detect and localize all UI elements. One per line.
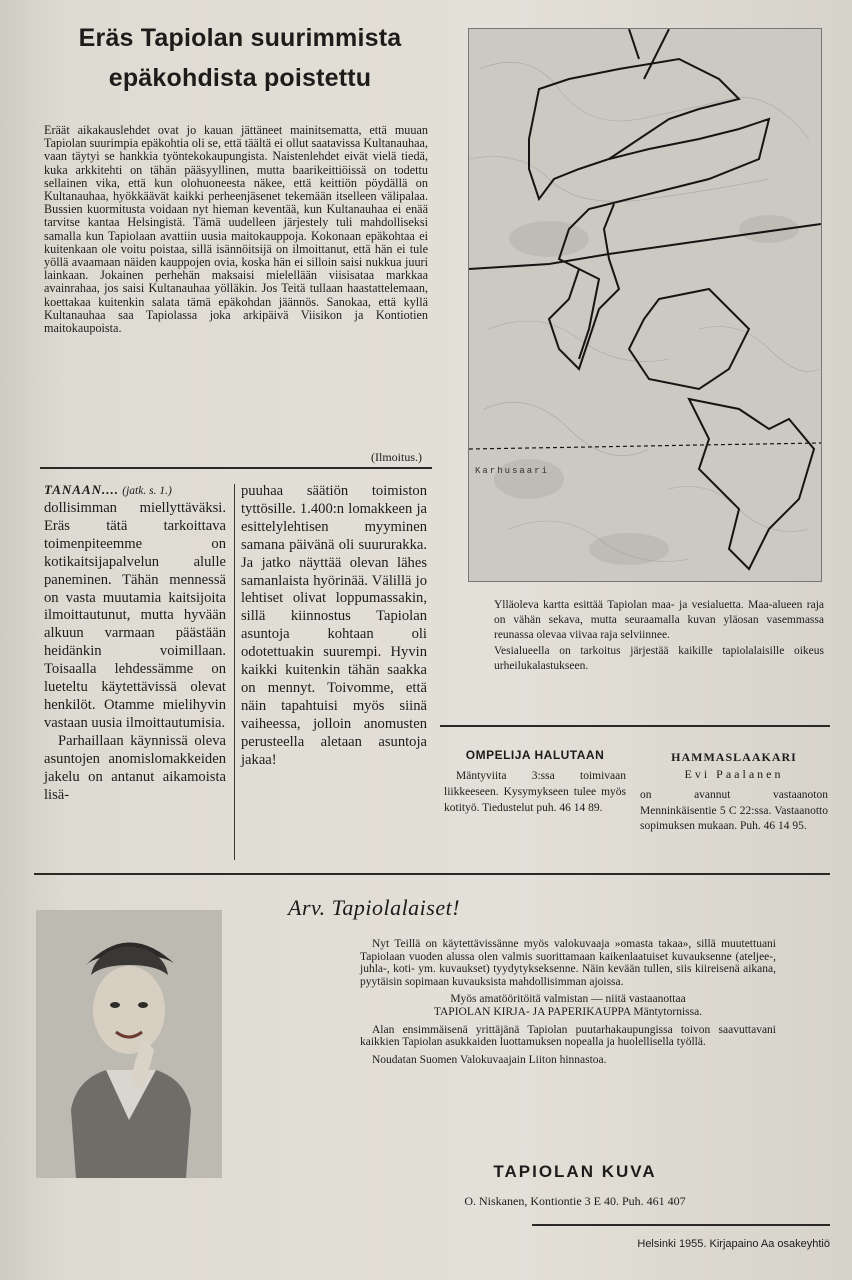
continued-lead — [44, 482, 234, 498]
photo-ad-p1: Nyt Teillä on käytettävissänne myös valokuvaaja »omasta takaa», sillä muutettuani Tapiolaan vuoden alussa olen valmis suorittamaan kaikenlaatuiset kuvauksenne (ateljee-, juhla-, koti- ym. kuvaukset) tyydytykseksenne. Näin kevään tullen, siis kiireisenä aikana, pyytäisin sopimaan kuvauksista mahdollisimman ajoissa. — [360, 938, 776, 988]
seamstress-title: OMPELIJA HALUTAAN — [465, 748, 605, 762]
divider — [40, 467, 432, 469]
continued-col1-para2: Parhaillaan käynnissä oleva asuntojen anomislomakkeiden jakelu on antanut aikamoista lisä- — [44, 732, 226, 803]
footer-divider — [532, 1224, 830, 1226]
map-place-label: Karhusaari — [475, 466, 550, 476]
map-caption — [494, 598, 824, 674]
column-rule — [234, 484, 235, 860]
continued-column-2: puuhaa säätiön toimiston tyttösille. 1.400:n lomakkeen ja esittelylehtisen myyminen samana päivänä oli suururakka. Ja jatko näyttää olevan lähes samanlaista hyörinää. Välillä jo lehtiset olivat loppumassakin, sillä kiinnostus Tapiolan asuntoja kohtaan oli odotettuakin suurempi. Hyvin kaikki kuitenkin tähän saakka on mennyt. Toivomme, että näin tapahtuisi myös siinä vaiheessa, jolloin anomusten perusteella aletaan asuntoja jakaa! — [241, 483, 427, 768]
dentist-title: HAMMASLAAKARI — [671, 750, 797, 764]
portrait-drawing — [36, 910, 222, 1178]
map-caption-1: Ylläoleva kartta esittää Tapiolan maa- ja vesialuetta. Maa-alueen raja on vähän sekava, mutta seuraamalla kuvan yläosan vasemmassa reunassa olevaa viivaa raja selviinnee. — [494, 599, 824, 641]
seamstress-body: Mäntyviita 3:ssa toimivaan liikkeeseen. Kysymykseen tulee myös kotityö. Tiedustelut puh. 46 14 89. — [444, 770, 626, 814]
continued-lead-label: TANAAN.... — [44, 482, 120, 497]
continued-column-1 — [44, 500, 226, 804]
photo-ad-p4: Noudatan Suomen Valokuvaajain Liiton hinnastoa. — [372, 1053, 607, 1066]
dentist-ad — [640, 750, 828, 835]
dentist-name: Evi Paalanen — [684, 767, 784, 781]
photo-ad-greeting: Arv. Tapiolalaiset! — [288, 895, 461, 920]
photo-ad-address: O. Niskanen, Kontiontie 3 E 40. Puh. 461 407 — [464, 1194, 686, 1208]
photo-ad-p2b: TAPIOLAN KIRJA- JA PAPERIKAUPPA Mäntytornissa. — [433, 1005, 703, 1018]
footer-imprint: Helsinki 1955. Kirjapaino Aa osakeyhtiö — [637, 1238, 830, 1250]
divider — [34, 873, 830, 875]
photo-ad-p3: Alan ensimmäisenä yrittäjänä Tapiolan puutarhakaupungissa toivon saavuttavani kaikkien Tapiolan asukkaiden luottamuksen nopealla ja huolellisella työllä. — [360, 1023, 776, 1049]
photo-ad-body — [360, 938, 776, 1066]
dentist-body: on avannut vastaanoton Menninkäisentie 5 C 22:ssa. Vastaanotto sopimuksen mukaan. Puh. 46 14 95. — [640, 789, 828, 832]
photo-ad-business-name: TAPIOLAN KUVA — [493, 1162, 657, 1181]
seamstress-ad — [444, 748, 626, 816]
continued-col1-para1: dollisimman miellyttäväksi. Eräs tätä tarkoittava toimenpiteemme on kotikaitsijapalvelun alulle paneminen. Tähän mennessä on vasta muutamia kaitsijoita ilmoittautunut, mutta hyvään alkuun varmaan päästään heidänkin voimillaan. Toisaalla lehdessämme on lueteltu käytettävissä olevat henkilöt. Otamme mielihyvin vastaan uusia ilmoittautumisia. — [44, 500, 226, 731]
map-image — [468, 28, 822, 582]
article-headline — [40, 18, 440, 98]
photo-ad-p2a: Myös amatööritöitä valmistan — niitä vastaanottaa — [450, 993, 686, 1006]
woman-portrait-photo — [36, 910, 222, 1178]
map-caption-2: Vesialueella on tarkoitus järjestää kaikille tapiolalaisille oikeus urheilukalastukseen. — [494, 645, 824, 672]
divider — [440, 725, 830, 727]
headline-line-1: Eräs Tapiolan suurimmista — [78, 24, 402, 52]
continued-lead-ref: (jatk. s. 1.) — [122, 485, 172, 497]
article-signature: (Ilmoitus.) — [371, 450, 422, 464]
headline-line-2: epäkohdista poistettu — [108, 64, 372, 92]
map-drawing — [469, 29, 821, 581]
article-body: Eräät aikakauslehdet ovat jo kauan jättäneet mainitsematta, että muuan Tapiolan suurimpia epäkohtia oli se, että täältä ei ollut saatavissa Kultanauhaa, vaan täytyi se hankkia työntekokaupungista. Naistenlehdet eivät vielä tiedä, kuka arkkitehti on tähän pääsyyllinen, mutta baarikeittiöissä on todettu sellainen vika, että kun olohuoneesta näkee, että keittiön pöydällä on Kultanauhaa, hyökkäävät kaikki perheenjäsenet tekemään itselleen välipalaa. Bussien kuormitusta voidaan nyt hieman keventää, kun Kultanauhaa ei enää tarvitse kantaa Helsingistä. Tämä uudelleen järjestely tuli mahdolliseksi samalla kun Tapiolaan avattiin uusia maitokauppoja. Kokonaan epäkohtaa ei kuitenkaan ole voitu poistaa, sillä isännöitsijä on ilmoittanut, että hän ei tule yöllä avaamaan näiden kauppojen ovia, koska hän ei silloin saisi nukkua juuri lainkaan. Jokainen perhehän maksaisi mielellään viisisataa markkaa avainrahaa, jos saisi Kultanauhaa yölläkin. Jos Teitä tullaan haastattelemaan, koettakaa kuitenkin salata tämä epäkohdan jäännös. Sanokaa, että kyllä Kultanauhaa saa Tapiolassa joka arkipäivä Viisikon ja Kontiotien maitokaupoista. — [44, 123, 428, 336]
